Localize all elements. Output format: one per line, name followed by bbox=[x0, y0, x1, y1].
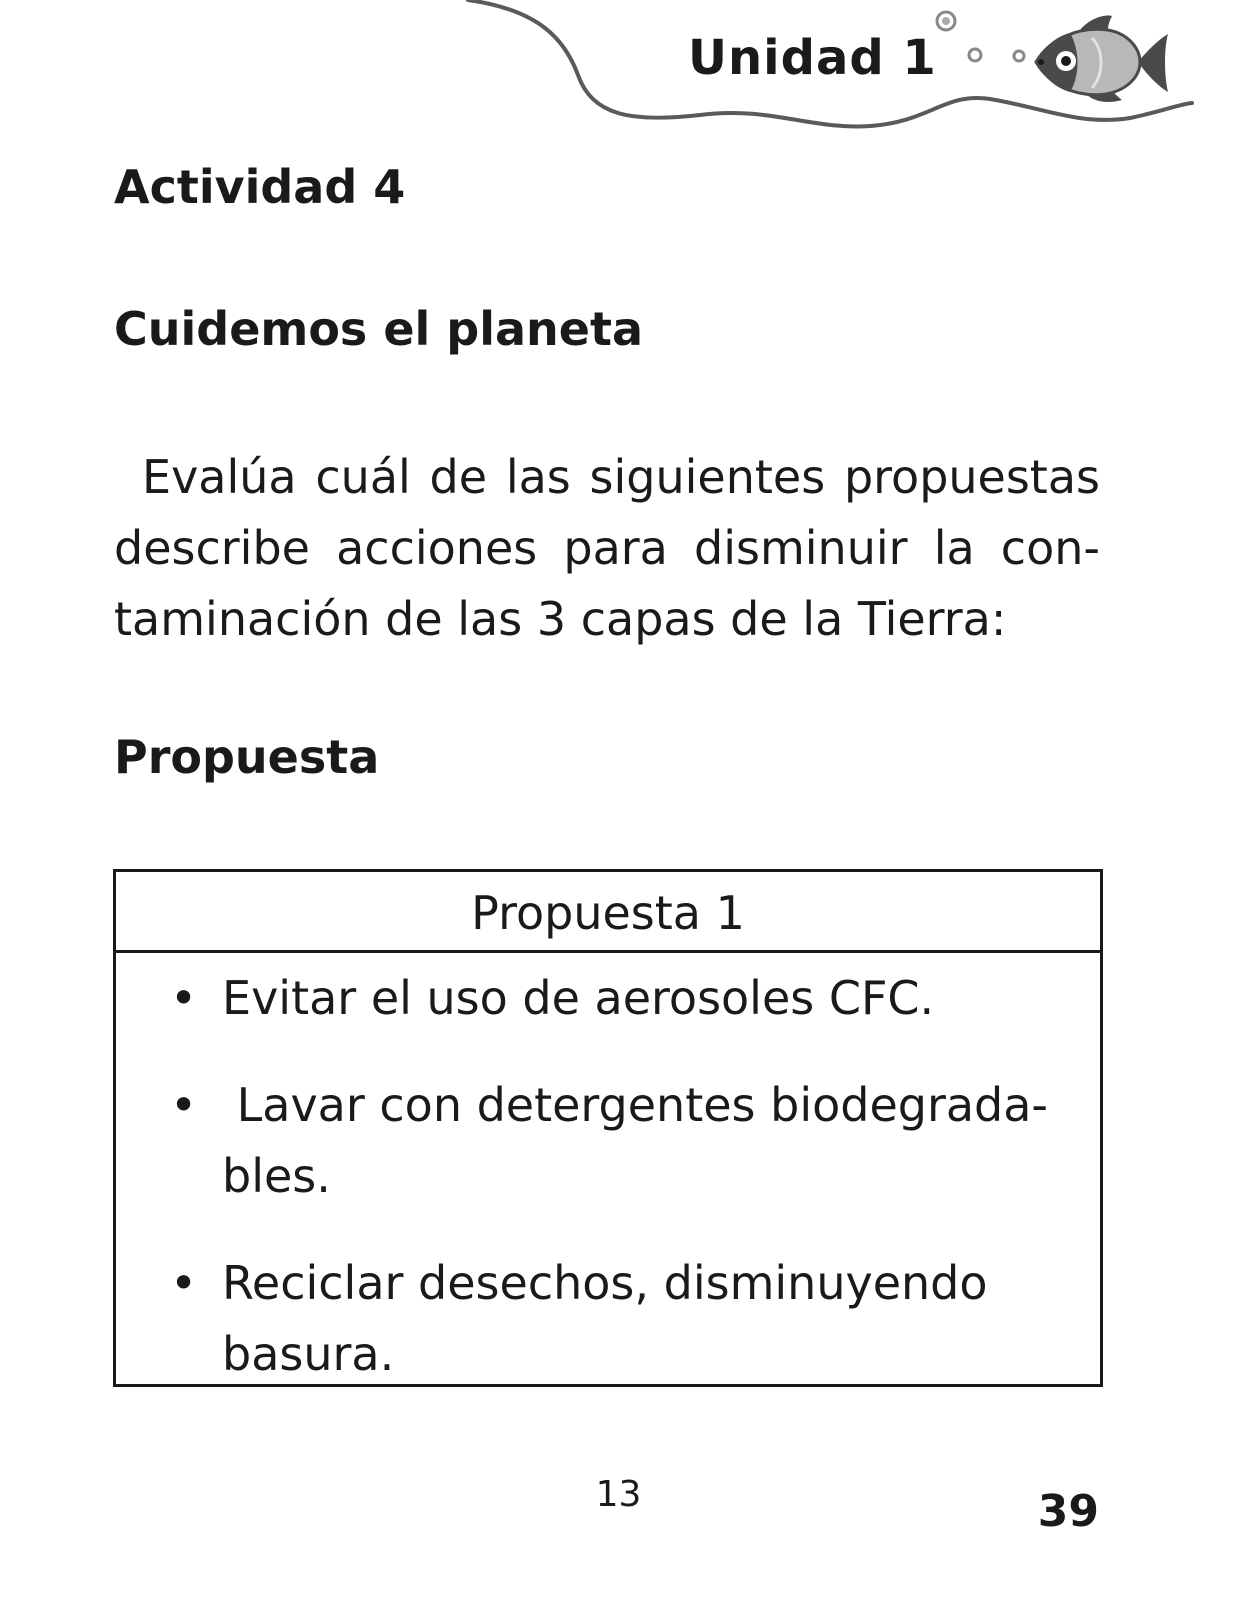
fish-icon bbox=[1036, 16, 1168, 102]
section-title: Cuidemos el planeta bbox=[114, 302, 644, 356]
list-item-text: Reciclar desechos, disminuyendo basura. bbox=[222, 1256, 988, 1381]
bubbles-icon bbox=[937, 12, 1024, 61]
unit-label: Unidad 1 bbox=[688, 30, 937, 86]
page-number: 39 bbox=[1037, 1486, 1099, 1537]
proposal-table bbox=[113, 869, 1103, 1387]
activity-title: Actividad 4 bbox=[114, 160, 406, 214]
proposal-list bbox=[116, 953, 1100, 1390]
footer-number: 13 bbox=[595, 1474, 642, 1515]
list-item bbox=[116, 1248, 1100, 1390]
list-item-text: Evitar el uso de aerosoles CFC. bbox=[222, 971, 935, 1025]
list-item bbox=[116, 963, 1100, 1034]
bullet-icon: • bbox=[170, 971, 198, 1025]
list-item bbox=[116, 1070, 1100, 1212]
subsection-title: Propuesta bbox=[114, 730, 380, 784]
proposal-header: Propuesta 1 bbox=[116, 872, 1100, 953]
list-item-text: Lavar con detergentes biodegrada-bles. bbox=[222, 1078, 1049, 1203]
bullet-icon: • bbox=[170, 1256, 198, 1310]
bullet-icon: • bbox=[170, 1078, 198, 1132]
instructions-paragraph: Evalúa cuál de las siguientes propuestas describe acciones para disminuir la con-taminación de las 3 capas de la Tierra: bbox=[114, 450, 1100, 646]
header-decoration bbox=[0, 0, 1237, 150]
